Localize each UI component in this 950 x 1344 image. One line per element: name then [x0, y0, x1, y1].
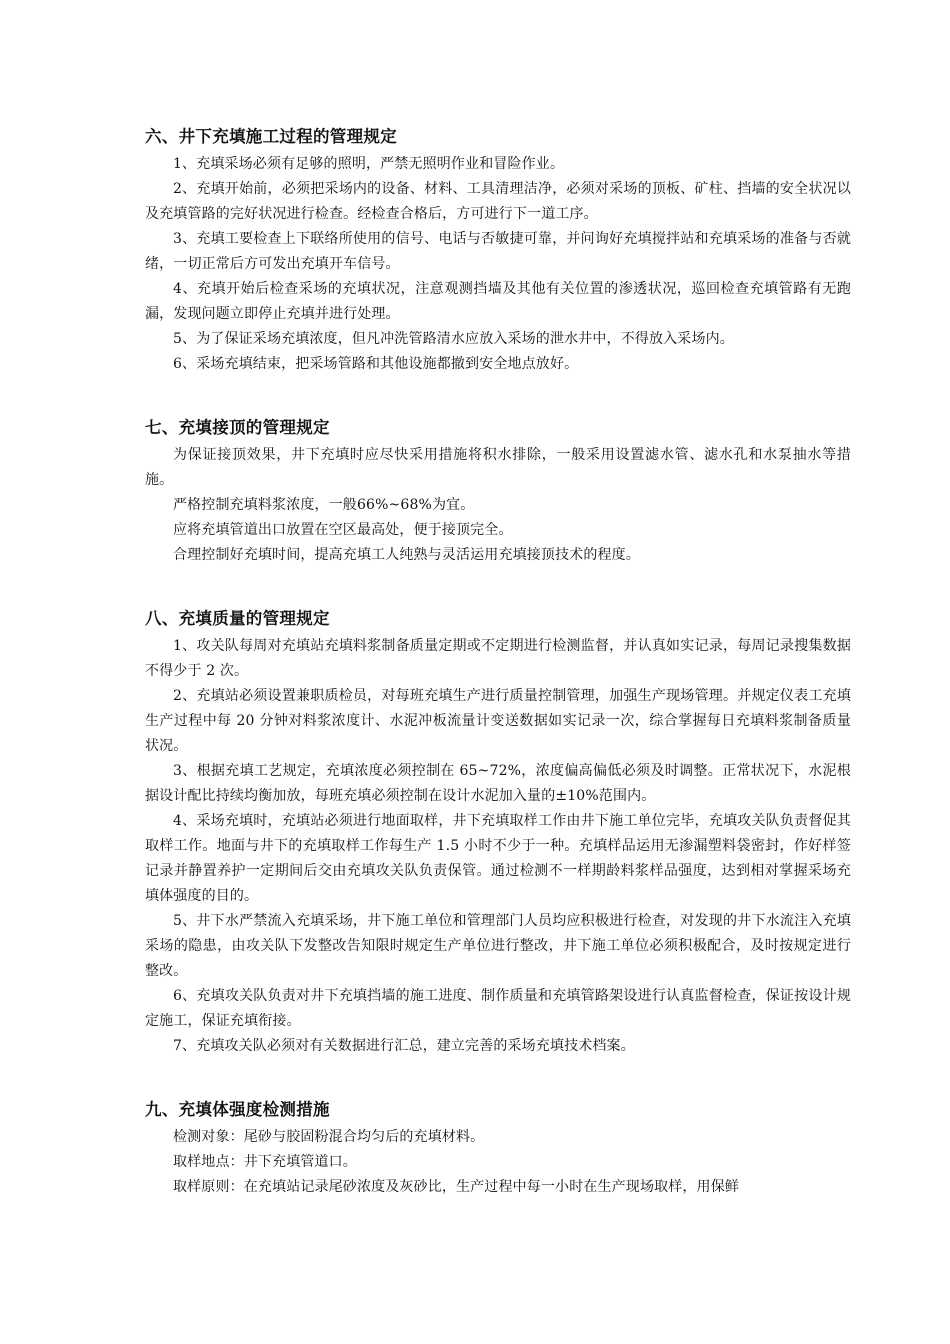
paragraph: 3、根据充填工艺规定，充填浓度必须控制在 65~72%，浓度偏高偏低必须及时调整。正常状况下，水泥根据设计配比持续均衡加放，每班充填必须控制在设计水泥加入量的±10%范围内。 [145, 763, 851, 804]
paragraph: 7、充填攻关队必须对有关数据进行汇总，建立完善的采场充填技术档案。 [173, 1038, 635, 1054]
paragraph: 取样原则：在充填站记录尾砂浓度及灰砂比，生产过程中每一小时在生产现场取样，用保鲜 [173, 1179, 739, 1195]
section-heading: 六、井下充填施工过程的管理规定 [145, 127, 397, 146]
paragraph: 2、充填开始前，必须把采场内的设备、材料、工具清理洁净，必须对采场的顶板、矿柱、挡墙的安全状况以及充填管路的完好状况进行检查。经检查合格后，方可进行下一道工序。 [145, 181, 851, 222]
paragraph: 4、充填开始后检查采场的充填状况，注意观测挡墙及其他有关位置的渗透状况，巡回检查充填管路有无跑漏，发现问题立即停止充填并进行处理。 [145, 281, 851, 322]
section-9 [145, 1099, 851, 1200]
paragraph: 3、充填工要检查上下联络所使用的信号、电话与否敏捷可靠，并问询好充填搅拌站和充填采场的准备与否就绪，一切正常后方可发出充填开车信号。 [145, 231, 851, 272]
paragraph: 合理控制好充填时间，提高充填工人纯熟与灵活运用充填接顶技术的程度。 [173, 547, 640, 563]
section-8 [145, 608, 851, 1059]
paragraph: 5、井下水严禁流入充填采场，井下施工单位和管理部门人员均应积极进行检查，对发现的井下水流注入充填采场的隐患，由攻关队下发整改告知限时规定生产单位进行整改，井下施工单位必须积极配合，及时按规定进行整改。 [145, 913, 851, 979]
section-heading: 九、充填体强度检测措施 [145, 1100, 330, 1119]
paragraph: 4、采场充填时，充填站必须进行地面取样，井下充填取样工作由井下施工单位完毕，充填攻关队负责督促其取样工作。地面与井下的充填取样工作每生产 1.5 小时不少于一种。充填样品运用无渗漏塑料袋密封，作好样签记录并静置养护一定期间后交由充填攻关队负责保管。通过检测不一样期龄料浆样品强度，达到相对掌握采场充填体强度的目的。 [145, 813, 851, 904]
paragraph: 为保证接顶效果，井下充填时应尽快采用措施将积水排除，一般采用设置滤水管、滤水孔和水泵抽水等措施。 [145, 447, 851, 488]
section-heading: 八、充填质量的管理规定 [145, 609, 330, 628]
section-7 [145, 417, 851, 568]
paragraph: 1、充填采场必须有足够的照明，严禁无照明作业和冒险作业。 [173, 156, 565, 172]
paragraph: 2、充填站必须设置兼职质检员，对每班充填生产进行质量控制管理，加强生产现场管理。并规定仪表工充填生产过程中每 20 分钟对料浆浓度计、水泥冲板流量计变送数据如实记录一次，综合掌握每日充填料浆制备质量状况。 [145, 688, 851, 754]
paragraph: 1、攻关队每周对充填站充填料浆制备质量定期或不定期进行检测监督，并认真如实记录，每周记录搜集数据不得少于 2 次。 [145, 638, 851, 679]
paragraph: 严格控制充填料浆浓度，一般66%~68%为宜。 [173, 497, 475, 513]
paragraph: 5、为了保证采场充填浓度，但凡冲洗管路清水应放入采场的泄水井中，不得放入采场内。 [173, 331, 734, 347]
section-heading: 七、充填接顶的管理规定 [145, 418, 330, 437]
paragraph: 检测对象：尾砂与胶固粉混合均匀后的充填材料。 [173, 1129, 485, 1145]
paragraph: 取样地点：井下充填管道口。 [173, 1154, 357, 1170]
document-page [145, 126, 851, 1240]
paragraph: 6、采场充填结束，把采场管路和其他设施都撤到安全地点放好。 [173, 356, 579, 372]
paragraph: 6、充填攻关队负责对井下充填挡墙的施工进度、制作质量和充填管路架设进行认真监督检查，保证按设计规定施工，保证充填衔接。 [145, 988, 851, 1029]
section-6 [145, 126, 851, 377]
paragraph: 应将充填管道出口放置在空区最高处，便于接顶完全。 [173, 522, 513, 538]
